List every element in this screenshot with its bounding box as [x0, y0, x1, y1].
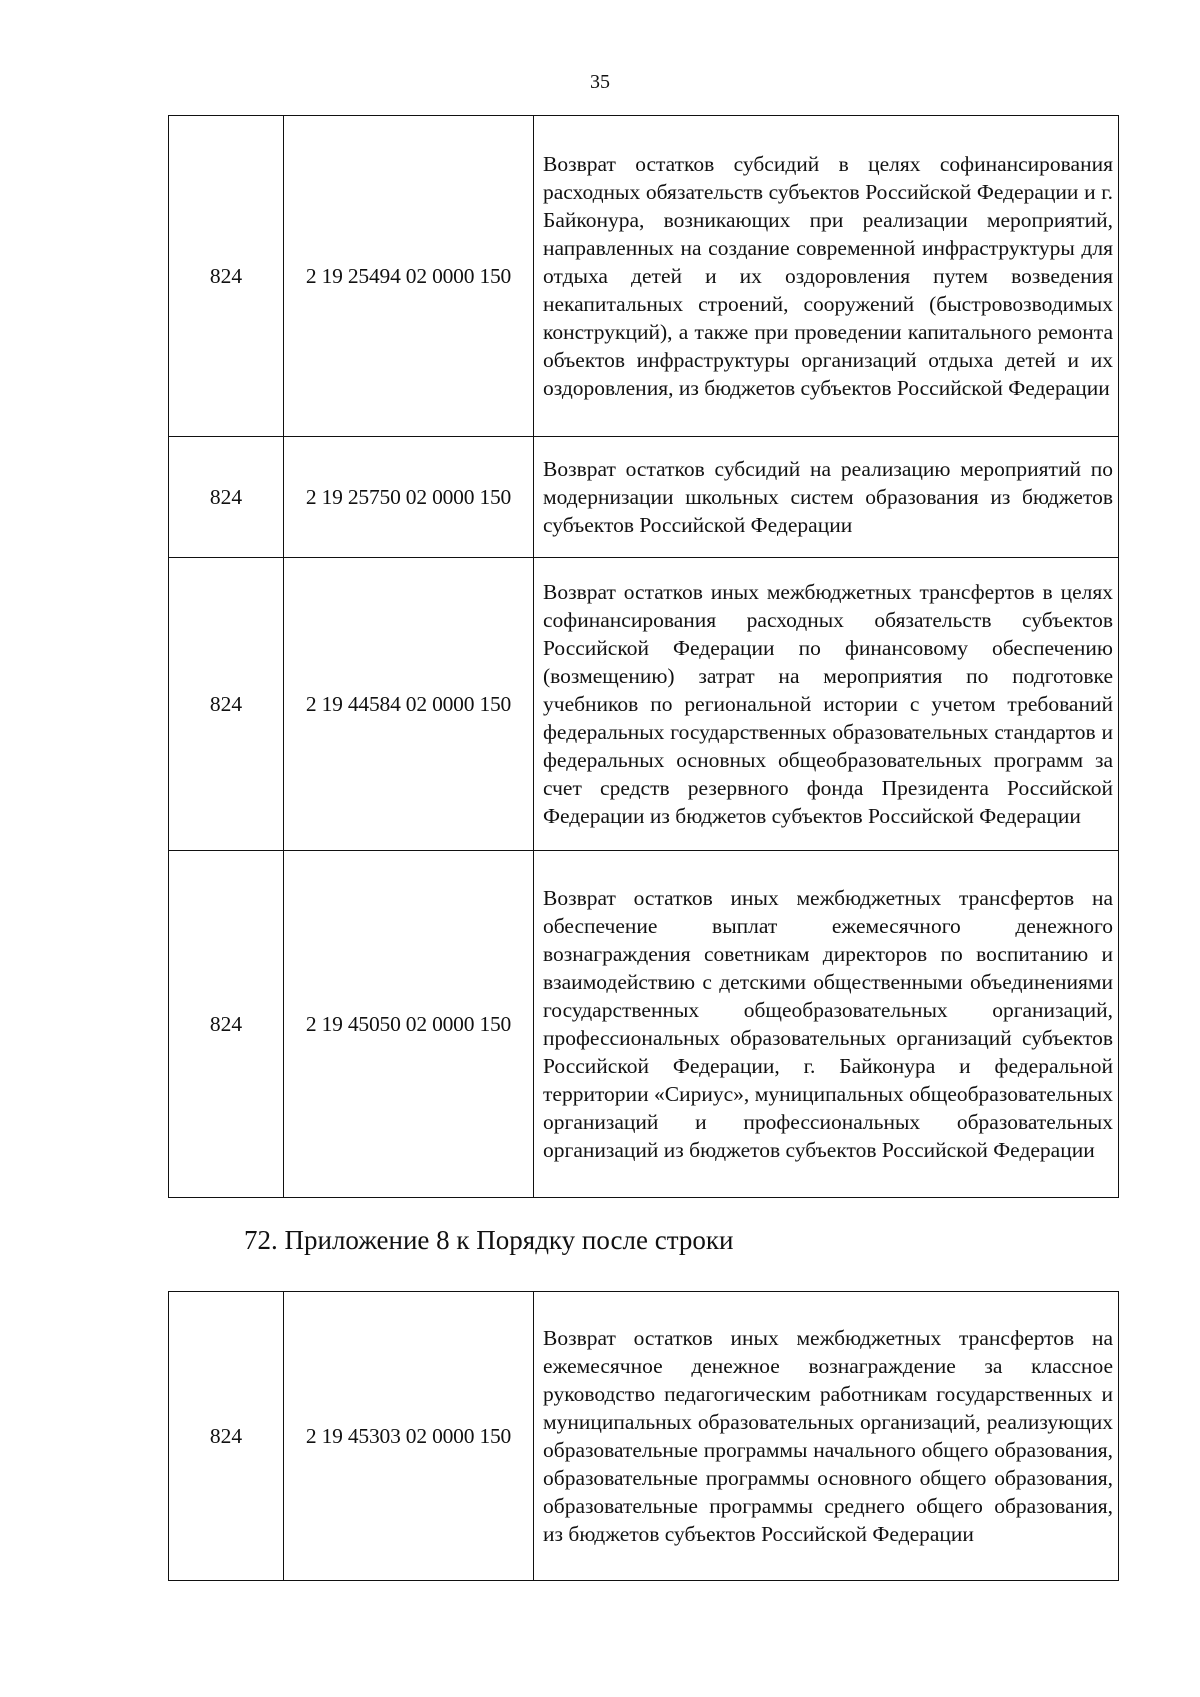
table-row [169, 851, 1119, 1198]
description-cell: Возврат остатков иных межбюджетных трансфертов на обеспечение выплат ежемесячного денежного вознаграждения советникам директоров по воспитанию и взаимодействию с детскими общественными объединениями государственных общеобразовательных организаций, профессиональных образовательных организаций субъектов Российской Федерации, г. Байконура и федеральной территории «Сириус», муниципальных общеобразовательных организаций и профессиональных образовательных организаций из бюджетов субъектов Российской Федерации [534, 851, 1119, 1198]
admin-code-cell: 824 [169, 1292, 284, 1581]
table-row [169, 437, 1119, 558]
kbk-code-cell: 2 19 45303 02 0000 150 [284, 1292, 534, 1581]
kbk-code-cell: 2 19 25750 02 0000 150 [284, 437, 534, 558]
description-cell: Возврат остатков иных межбюджетных трансфертов в целях софинансирования расходных обязательств субъектов Российской Федерации по финансовому обеспечению (возмещению) затрат на мероприятия по подготовке учебников по региональной истории с учетом требований федеральных государственных образовательных стандартов и федеральных основных общеобразовательных программ за счет средств резервного фонда Президента Российской Федерации из бюджетов субъектов Российской Федерации [534, 558, 1119, 851]
table-row [169, 558, 1119, 851]
description-cell: Возврат остатков субсидий на реализацию мероприятий по модернизации школьных систем образования из бюджетов субъектов Российской Федерации [534, 437, 1119, 558]
kbk-code-cell: 2 19 45050 02 0000 150 [284, 851, 534, 1198]
admin-code-cell: 824 [169, 558, 284, 851]
admin-code-cell: 824 [169, 851, 284, 1198]
kbk-code-cell: 2 19 44584 02 0000 150 [284, 558, 534, 851]
kbk-code-cell: 2 19 25494 02 0000 150 [284, 116, 534, 437]
table-row [169, 116, 1119, 437]
admin-code-cell: 824 [169, 116, 284, 437]
description-cell: Возврат остатков иных межбюджетных трансфертов на ежемесячное денежное вознаграждение за классное руководство педагогическим работникам государственных и муниципальных образовательных организаций, реализующих образовательные программы начального общего образования, образовательные программы основного общего образования, образовательные программы среднего общего образования, из бюджетов субъектов Российской Федерации [534, 1292, 1119, 1581]
description-cell: Возврат остатков субсидий в целях софинансирования расходных обязательств субъектов Российской Федерации и г. Байконура, возникающих при реализации мероприятий, направленных на создание современной инфраструктуры для отдыха детей и их оздоровления путем возведения некапитальных строений, сооружений (быстровозводимых конструкций), а также при проведении капитального ремонта объектов инфраструктуры организаций отдыха детей и их оздоровления, из бюджетов субъектов Российской Федерации [534, 116, 1119, 437]
section-heading: 72. Приложение 8 к Порядку после строки [244, 1225, 734, 1255]
budget-codes-table [168, 115, 1119, 1198]
budget-codes-table-insert [168, 1291, 1119, 1581]
page-number: 35 [590, 71, 610, 93]
admin-code-cell: 824 [169, 437, 284, 558]
table-row [169, 1292, 1119, 1581]
